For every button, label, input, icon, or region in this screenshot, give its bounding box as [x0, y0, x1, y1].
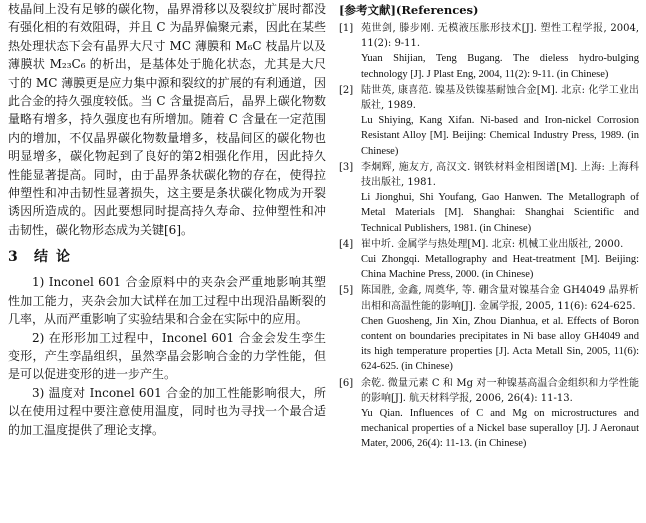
reference-index: [2] — [339, 84, 354, 96]
reference-index: [1] — [339, 23, 354, 34]
references-column — [339, 0, 639, 453]
section-number: 3 — [8, 249, 18, 266]
conclusion-1: 1) Inconel 601 合金原料中的夹杂会严重地影响其塑性加工能力，夹杂会加大试样在加工过程中出现沿晶断裂的几率，从而严重影响了实验结果和合金在实际中的应用。 — [8, 275, 326, 327]
references-title: [参考文献](References) — [339, 3, 479, 17]
reference-chinese: 李炯辉, 施友方, 高汉文. 钢铁材料金相图谱[M]. 上海: 上海科技出版社, 1981. — [361, 161, 639, 189]
reference-english: Yuan Shijian, Teng Bugang. The dieless hydro-bulging technology [J]. J Plast Eng, 2004, 11(2): 9-11. (in Chinese) — [361, 53, 639, 80]
reference-chinese: 余乾. 微量元素 C 和 Mg 对一种镍基高温合金组织和力学性能的影响[J]. 航天材料学报, 2006, 26(4): 11-13. — [361, 377, 639, 404]
reference-index: [4] — [339, 238, 354, 250]
reference-item — [339, 160, 639, 236]
reference-chinese: 陈国胜, 金鑫, 周奠华, 等. 硼含量对镍基合金 GH4049 晶界析出相和高温性能的影响[J]. 金属学报, 2005, 11(6): 624-625. — [361, 285, 639, 312]
reference-english: Cui Zhongqi. Metallography and Heat-treatment [M]. Beijing: China Machine Press, 2000. (in Chinese) — [361, 254, 639, 281]
reference-index: [3] — [339, 161, 354, 173]
reference-item — [339, 237, 639, 283]
section-heading — [8, 247, 326, 267]
reference-index: [6] — [339, 377, 354, 389]
body-paragraph — [8, 0, 326, 239]
paragraph-carbides: 枝晶间上没有足够的碳化物，晶界滑移以及裂纹扩展时都没有强化相的有效阻碍，并且 C 为晶界偏聚元素，因此在某些热处理状态下会有晶界大尺寸 MC 薄膜和 M₆C 枝晶片以及薄膜状 M₂₃C₆ 的析出，是基体处于脆化状态，尤其是大尺寸的 MC 薄膜更是应力集中源和裂纹的扩展的有利通道，因此合金的持久强度较低。当 C 含量提高后，晶界上碳化物数量略有增多，持久强度也有所增加。随着 C 含量在一定范围内的增加，不仅晶界碳化物数量增多，枝晶间区的碳化物也明显增多，碳化物起到了良好的第2相强化作用，因此持久性能显著提高。同时，由于晶界条状碳化物的存在，使得拉伸塑性和冲击韧性显著损失，这主要是条状碳化物成为开裂诱因所造成的。因此要想同时提高持久寿命、拉伸塑性和冲击韧性，碳化物形态成为关键[6]。 — [8, 2, 326, 237]
reference-item — [339, 83, 639, 159]
reference-english: Lu Shiying, Kang Xifan. Ni-based and Iron-nickel Corrosion Resistant Alloy [M]. Beijing: Chemical Industry Press, 1989. (in Chinese) — [361, 115, 639, 157]
reference-index: [5] — [339, 285, 354, 297]
main-text-column — [8, 0, 326, 439]
reference-chinese: 苑世剑, 滕步刚. 无模液压胀形技术[J]. 塑性工程学报, 2004, 11(2): 9-11. — [361, 23, 639, 50]
reference-chinese: 陆世英, 康喜范. 镍基及铁镍基耐蚀合金[M]. 北京: 化学工业出版社, 1989. — [361, 84, 639, 112]
conclusion-3: 3) 温度对 Inconel 601 合金的加工性能影响很大，所以在使用过程中要注意使用温度，同时也为寻找一个最合适的加工温度提供了理论支撑。 — [8, 385, 326, 437]
conclusions — [8, 273, 326, 439]
reference-item — [339, 283, 639, 374]
reference-item — [339, 21, 639, 82]
reference-english: Chen Guosheng, Jin Xin, Zhou Dianhua, et al. Effects of Boron content on boundaries precipitates in Ni base alloy GH4049 and its high temperature properties [J]. Acta Metall Sin, 2005, 11(6): 624-625. (in Chinese) — [361, 315, 639, 373]
reference-chinese: 崔中圻. 金属学与热处理[M]. 北京: 机械工业出版社, 2000. — [361, 238, 624, 250]
conclusion-2: 2) 在形形加工过程中，Inconel 601 合金会发生孪生变形，产生孪晶组织，虽然孪晶会影响合金的力学性能，但是可以促进变形的进一步产生。 — [8, 330, 326, 382]
reference-item — [339, 376, 639, 452]
reference-english: Li Jionghui, Shi Youfang, Gao Hanwen. The Metallograph of Metal Materials [M]. Shanghai: Shanghai Scientific and Technical Publishers, 1981. (in Chinese) — [361, 192, 639, 234]
reference-english: Yu Qian. Influences of C and Mg on microstructures and mechanical properties of a Nickel base superalloy [J]. J Aeronaut Mater, 2006, 26(4): 11-13. (in Chinese) — [361, 408, 639, 450]
section-title: 结论 — [34, 249, 78, 266]
